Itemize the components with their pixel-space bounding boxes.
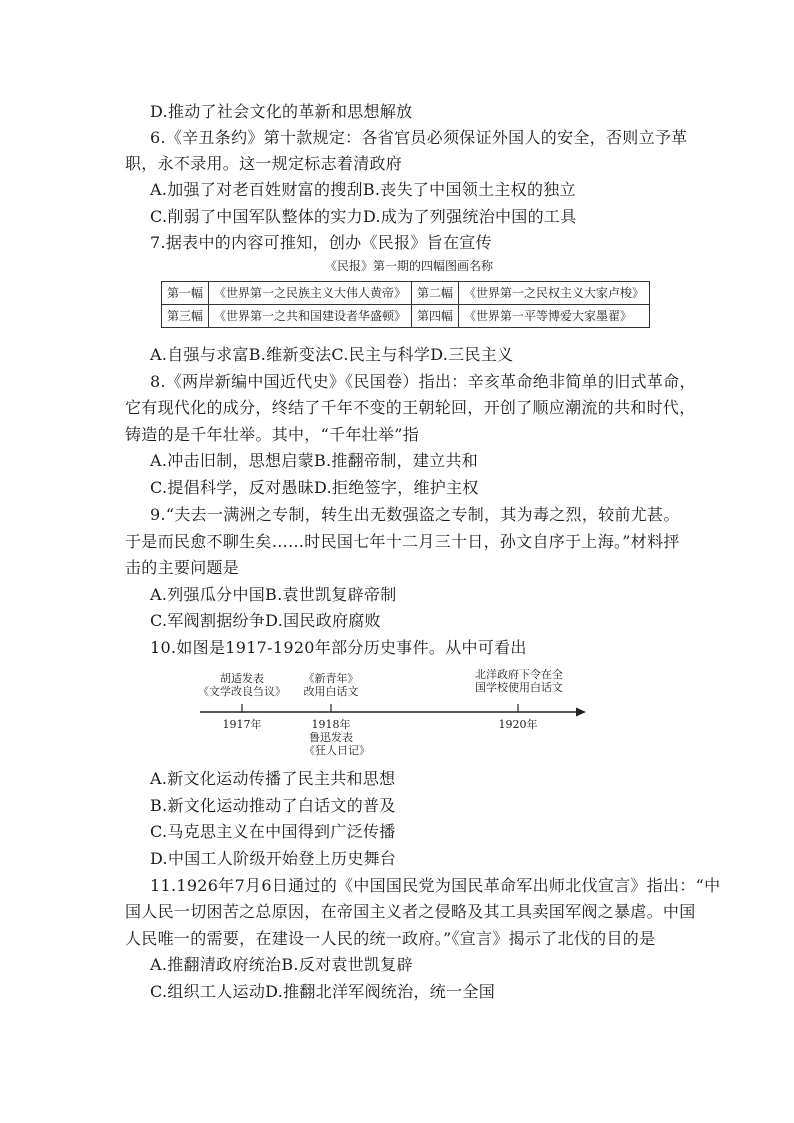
year-1917: 1917年 <box>222 718 262 731</box>
event-text: 鲁迅发表 <box>309 731 353 744</box>
q10-option-b: B.新文化运动推动了白话文的普及 <box>150 796 396 815</box>
q6-options-cd: C.削弱了中国军队整体的实力D.成为了列强统治中国的工具 <box>150 207 577 226</box>
table-cell: 第四幅 <box>412 305 459 328</box>
timeline-figure <box>180 668 600 764</box>
year-1918: 1918年 <box>311 718 351 731</box>
q9-stem-line3: 击的主要问题是 <box>125 558 240 577</box>
table-cell: 《世界第一之民族主义大伟人黄帝》 <box>209 282 412 305</box>
q11-stem-line2: 国人民一切困苦之总原因，在帝国主义者之侵略及其工具卖国军阀之暴虐。中国 <box>125 902 696 921</box>
event-text: 《文学改良刍议》 <box>198 685 286 698</box>
q9-stem-line1: 9.“夫去一满洲之专制，转生出无数强盗之专制，其为毒之烈，较前尤甚。 <box>150 505 680 524</box>
q8-stem-line3: 铸造的是千年壮举。其中，“千年壮举”指 <box>125 425 420 444</box>
event-text: 改用白话文 <box>303 685 359 698</box>
table-cell: 《世界第一之共和国建设者华盛顿》 <box>209 305 412 328</box>
q10-stem: 10.如图是1917-1920年部分历史事件。从中可看出 <box>150 638 527 657</box>
q9-options-ab: A.列强瓜分中国B.袁世凯复辟帝制 <box>150 585 397 604</box>
table-cell: 第二幅 <box>412 282 459 305</box>
q8-options-cd: C.提倡科学，反对愚昧D.拒绝签字，维护主权 <box>150 478 479 497</box>
event-text: 胡适发表 <box>220 672 264 685</box>
q8-options-ab: A.冲击旧制，思想启蒙B.推翻帝制，建立共和 <box>150 451 479 470</box>
q8-stem-line2: 它有现代化的成分，终结了千年不变的王朝轮回，开创了顺应潮流的共和时代， <box>125 398 696 417</box>
table-caption: 《民报》第一期的四幅图画名称 <box>325 259 494 273</box>
q9-options-cd: C.军阀割据纷争D.国民政府腐败 <box>150 611 381 630</box>
q10-option-c: C.马克思主义在中国得到广泛传播 <box>150 822 396 841</box>
q6-options-ab: A.加强了对老百姓财富的搜刮B.丧失了中国领土主权的独立 <box>150 180 576 199</box>
q7-options: A.自强与求富B.维新变法C.民主与科学D.三民主义 <box>150 345 514 364</box>
event-1918-top <box>286 672 376 698</box>
q9-stem-line2: 于是而民愈不聊生矣……时民国七年十二月三十日，孙文自序于上海。”材料抨 <box>125 532 680 551</box>
q11-options-ab: A.推翻清政府统治B.反对袁世凯复辟 <box>150 955 413 974</box>
event-1917 <box>192 672 292 698</box>
year-1920: 1920年 <box>498 718 538 731</box>
q10-option-a: A.新文化运动传播了民主共和思想 <box>150 769 396 788</box>
q10-option-d: D.中国工人阶级开始登上历史舞台 <box>150 849 397 868</box>
q7-stem: 7.据表中的内容可推知，创办《民报》旨在宣传 <box>150 233 492 252</box>
event-text: 《狂人日记》 <box>304 744 370 757</box>
table-cell: 《世界第一平等博爱大家墨翟》 <box>459 305 650 328</box>
event-text: 国学校使用白话文 <box>475 681 563 694</box>
q11-stem-line3: 人民唯一的需要，在建设一人民的统一政府。”《宣言》揭示了北伐的目的是 <box>125 929 656 948</box>
event-text: 《新青年》 <box>303 672 359 685</box>
event-text: 北洋政府下令在全 <box>475 668 563 681</box>
table-cell: 《世界第一之民权主义大家卢梭》 <box>459 282 650 305</box>
event-1920 <box>456 668 582 694</box>
q11-options-cd: C.组织工人运动D.推翻北洋军阀统治，统一全国 <box>150 982 496 1001</box>
event-1918-bottom <box>304 718 370 757</box>
q5-option-d: D.推动了社会文化的革新和思想解放 <box>150 102 413 121</box>
table-row <box>162 305 650 328</box>
minbao-table <box>161 281 650 328</box>
table-cell: 第三幅 <box>162 305 209 328</box>
q8-stem-line1: 8.《两岸新编中国近代史》《民国卷）指出：辛亥革命绝非简单的旧式革命， <box>150 372 696 391</box>
table-cell: 第一幅 <box>162 282 209 305</box>
q6-stem-line2: 职，永不录用。这一规定标志着清政府 <box>125 154 403 173</box>
q6-stem-line1: 6.《辛丑条约》第十款规定：各省官员必须保证外国人的安全，否则立予革 <box>150 128 688 147</box>
table-row <box>162 282 650 305</box>
q11-stem-line1: 11.1926年7月6日通过的《中国国民党为国民革命军出师北伐宣言》指出：“中 <box>150 876 721 895</box>
